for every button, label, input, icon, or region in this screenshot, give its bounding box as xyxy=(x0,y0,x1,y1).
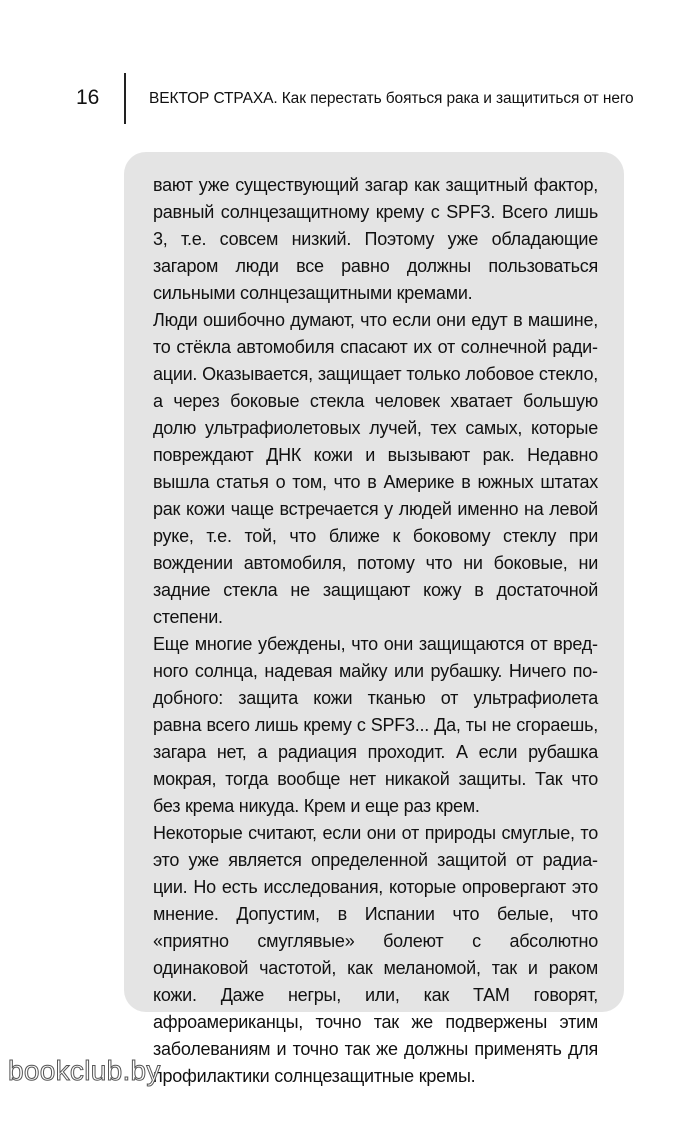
paragraph-car-windows: Люди ошибочно думают, что если они едут в машине, то стёкла автомобиля спасают их от солнечной радиации. Оказывается, защищает только лобовое стекло, а через боковые стекла человек хватает большую долю ультрафиолетовых лучей, тех самых, которые повреждают ДНК кожи и вызывают рак. Недавно вышла статья о том, что в Америке в южных штатах рак кожи чаще встречается у людей именно на левой руке, т.е. той, что ближе к боковому стеклу при вождении автомобиля, потому что ни боковые, ни задние стекла не защищают кожу в достаточной степени. xyxy=(153,310,598,627)
paragraph-clothing: Еще многие убеждены, что они защищаются от вредного солнца, надевая майку или рубашку. Ничего подобного: защита кожи тканью от ультрафиолета равна всего лишь крему с SPF3... Да, ты не сгораешь, загара нет, а радиация проходит. А если рубашка мокрая, тогда вообще нет никакой защиты. Так что без крема никуда. Крем и еще раз крем. xyxy=(153,634,598,816)
running-header-title: ВЕКТОР СТРАХА. Как перестать бояться рака и защититься от него xyxy=(149,90,634,107)
highlight-text-box xyxy=(124,152,624,1086)
paragraph-tan-protection: вают уже существующий загар как защитный фактор, равный солнцезащитному крему с SPF3. Всего лишь 3, т.е. совсем низкий. Поэтому уже обладающие загаром люди все равно должны пользоваться сильными солнцезащитными кремами. xyxy=(153,175,598,303)
header-divider xyxy=(124,73,126,124)
paragraph-dark-skin: Некоторые считают, если они от природы смуглые, то это уже является определенной защитой от радиации. Но есть исследования, которые опровергают это мнение. Допустим, в Испании что белые, что «приятно смуглявые» болеют с абсолютно одинаковой частотой, как меланомой, так и раком кожи. Даже негры, или, как ТАМ говорят, афроамериканцы, точно так же подвержены этим заболеваниям и точно так же должны применять для профилактики солнцезащитные кремы. xyxy=(153,823,598,1086)
page-number: 16 xyxy=(76,86,100,109)
watermark: bookclub.by xyxy=(8,1055,161,1086)
